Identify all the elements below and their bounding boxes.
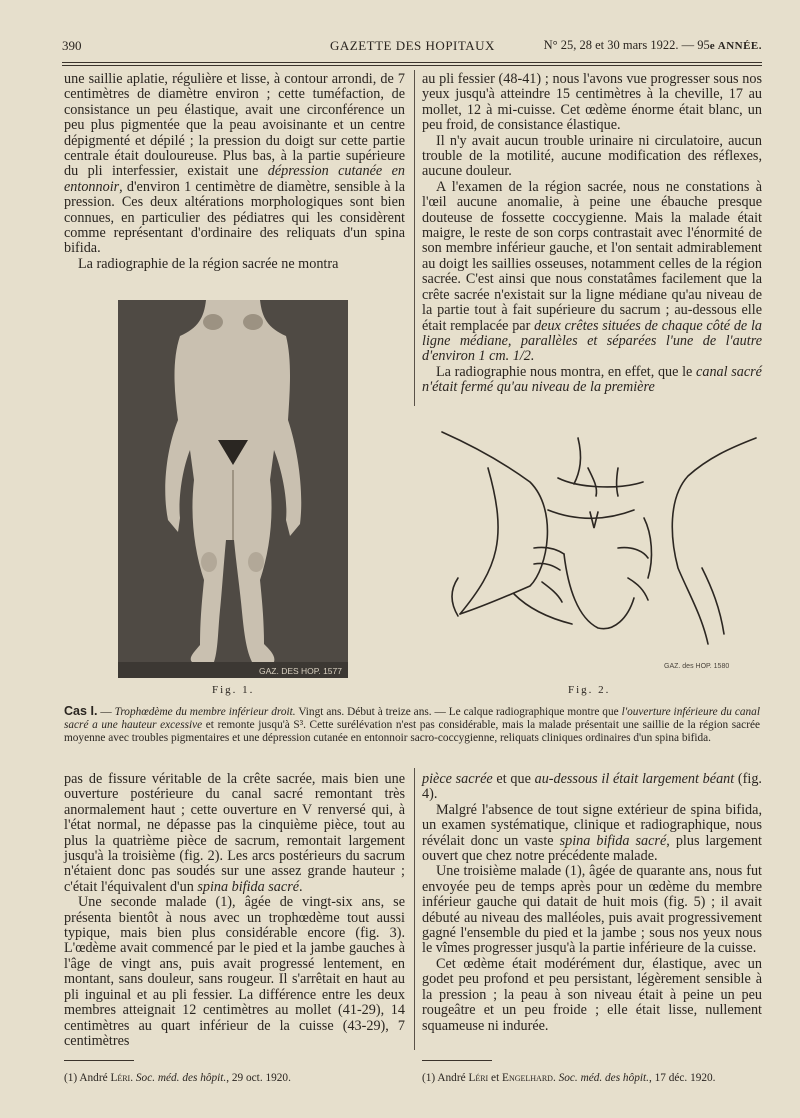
text-run: A l'examen de la région sacrée, nous ne constations à l'œil aucune anomalie, à peine une ébauche presque douteuse de fossette coccygienne. Mais la malade était maigre, le reste de son corps contrastait avec l'énormité de son membre inférieur gauche, et l'on sentait admirablement au doigt les saillies osseuses, notamment celles de la région sacrée. C'est ainsi que nous constatâmes facilement que la crête sacrée n'existait sur la ligne médiane qu'au niveau de la partie tout à fait supérieure du sacrum ; au-dessous elle était remplacée par — [422, 178, 762, 334]
right-column-bottom — [422, 772, 762, 1034]
paragraph — [64, 72, 405, 257]
text-run: pas de fissure véritable de la crête sacrée, mais bien une ouverture postérieure du canal sacré remontant très anormalement haut ; cette ouverture en V renversé qui, à l'état normal, ne dépasse pas la cinquième pièce, tout au plus la quatrième pièce de sacrum, remontait largement jusqu'à la troisième (fig. 2). Les arcs postérieurs du sacrum n'étaient donc pas soudés sur une assez grande hauteur ; c'était l'équivalent d'un — [64, 771, 405, 895]
italic-text-run: spina bifida sacré — [559, 832, 667, 849]
text-run: (fig. 4). — [422, 771, 762, 803]
footnote-left — [64, 1072, 291, 1084]
italic-text-run: deux crêtes situées de chaque côté de la ligne médiane, parallèles et séparées l'une de l'autre d'environ 1 cm. 1/2. — [422, 317, 762, 365]
sacrum-tracing-drawing — [438, 418, 764, 680]
page-number: 390 — [62, 38, 82, 53]
footnote-right — [422, 1072, 715, 1084]
text-run: , d'environ 1 centimètre de diamètre, sensible à la pression. Ces deux altérations morphologiques sont bien connues, en particulier des pédiatres qui les considèrent comme représentant d'ordinaire des reliquats d'un spina bifida. — [64, 178, 405, 257]
column-divider-bottom — [414, 768, 415, 1050]
italic-text-run: l'ouverture inférieure du canal sacré a une hauteur excessive — [64, 706, 760, 731]
text-run: . — [130, 1072, 136, 1084]
caption-text — [64, 705, 760, 744]
italic-text-run: Trophœdème du membre inférieur droit. — [114, 706, 296, 718]
text-run: Vingt ans. Début à treize ans. — Le calque radiographique montre que — [295, 706, 622, 718]
text-run: — — [97, 706, 115, 718]
paragraph — [422, 365, 762, 396]
paragraph — [64, 772, 405, 895]
header-rule-bottom — [62, 65, 762, 66]
italic-text-run: canal sacré n'était fermé qu'au niveau de la première — [422, 363, 762, 396]
text-run: , plus largement ouvert que chez notre précédente malade. — [422, 832, 762, 865]
text-run: , 17 déc. 1920. — [648, 1072, 716, 1084]
italic-text-run: pièce sacrée — [422, 771, 493, 787]
journal-name: Soc. méd. des hôpit. — [558, 1072, 649, 1084]
author-name: Léri — [110, 1072, 131, 1084]
paragraph: La radiographie de la région sacrée ne montra — [78, 255, 339, 272]
figure-2-label: Fig. 2. — [568, 684, 611, 696]
standing-figure-image — [118, 300, 348, 678]
header-rule-top — [62, 62, 762, 63]
text-run: . — [299, 878, 303, 895]
figure-2-stamp: GAZ. des HOP. 1580 — [664, 663, 730, 670]
text-run: une saillie aplatie, régulière et lisse, à contour arrondi, de 7 centimètres de diamètre environ ; cette tuméfaction, de consistance un peu élastique, avait une circonférence un peu plus pigmentée que la peau avoisinante et un centre dépigmenté et dépilé ; la pression du doigt sur cette partie centrale était douloureuse. Plus bas, à la partie supérieure du pli interfessier, existait une — [64, 71, 405, 180]
text-run: , 29 oct. 1920. — [226, 1072, 291, 1084]
paragraph: Une troisième malade (1), âgée de quarante ans, nous fut envoyée peu de temps après pour un œdème du membre inférieur gauche qui datait de huit mois (fig. 5) ; il avait débuté au niveau des malléoles, puis avait progressivement gagné l'ensemble du pied et la jambe ; sous nos yeux nous le vîmes progresser jusqu'à la partie inférieure de la cuisse. — [422, 863, 762, 957]
journal-name: Soc. méd. des hôpit. — [135, 1072, 227, 1084]
figure-1-stamp: GAZ. DES HOP. 1577 — [259, 666, 342, 676]
paragraph — [422, 772, 762, 803]
left-column-top — [64, 72, 405, 272]
paragraph: au pli fessier (48-41) ; nous l'avons vue progresser sous nos yeux jusqu'à atteindre 15 centimètres à la cheville, 17 au mollet, 12 à mi-cuisse. Cet œdème énorme était blanc, un peu froid, de consistance élastique. — [422, 71, 762, 134]
italic-text-run: spina bifida sacré — [197, 878, 300, 895]
figure-1-label: Fig. 1. — [212, 684, 255, 696]
running-header — [62, 38, 762, 58]
footnote-rule-left — [64, 1060, 134, 1061]
text-run: Malgré l'absence de tout signe extérieur de spina bifida, un examen systématique, clinique et radiographique, nous révélait donc un vaste — [422, 801, 762, 849]
text-run: et que — [492, 771, 535, 787]
figure-caption — [64, 705, 760, 744]
year-suffix: e ANNÉE. — [709, 40, 762, 52]
right-column-top — [422, 72, 762, 396]
paragraph — [422, 180, 762, 365]
paragraph — [422, 803, 762, 865]
text-run: La radiographie nous montra, en effet, que le — [436, 363, 697, 380]
italic-text-run: au-dessous il était largement béant — [534, 771, 735, 787]
issue-info — [544, 38, 762, 53]
case-label: Cas I. — [64, 704, 98, 718]
author-name: Léri — [468, 1072, 489, 1084]
footnote-rule-right — [422, 1060, 492, 1061]
author-name: Engelhard — [502, 1072, 553, 1084]
figure-2-radiograph-tracing — [438, 418, 764, 680]
text-run: et — [488, 1072, 503, 1084]
journal-title: GAZETTE DES HOPITAUX — [330, 38, 495, 53]
left-column-bottom — [64, 772, 405, 1049]
column-divider-top — [414, 70, 415, 406]
paragraph: Cet œdème était modérément dur, élastique, avec un godet peu profond et peu persistant, légèrement sensible à la pression ; la peau à son niveau était à peine un peu rougeâtre et un peu froide ; elle était lisse, nullement squameuse ni indurée. — [422, 955, 762, 1034]
text-run: et remonte jusqu'à S³. Cette surélévation n'est pas considérable, mais la malade présentait une saillie de la région sacrée moyenne avec troubles pigmentaires et une dépression cutanée en entonnoir sacro-coccygienne, reliquats cliniques ordinaires d'un spina bifida. — [64, 718, 760, 744]
paragraph: Une seconde malade (1), âgée de vingt-six ans, se présenta bientôt à nous avec un trophœdème tout aussi typique, mais bien plus considérable encore (fig. 3). L'œdème avait commencé par le pied et la jambe gauches à l'âge de vingt ans, puis avait progressé lentement, en montant, sans douleur, sans rougeur. Il s'arrêtait en haut au pli inguinal et au pli fessier. La différence entre les deux membres atteignait 12 centimètres au mollet (41-29), 14 centimètres au quart inférieur de la cuisse (43-29), 7 centimètres — [64, 894, 405, 1049]
issue-number-date: N° 25, 28 et 30 mars 1922. — 95 — [543, 38, 710, 52]
text-run: . — [552, 1072, 559, 1084]
figure-1-photograph — [118, 300, 348, 678]
text-run: (1) André — [422, 1072, 469, 1084]
italic-text-run: dépression cutanée en entonnoir — [64, 163, 406, 195]
text-run: (1) André — [64, 1072, 111, 1084]
paragraph: Il n'y avait aucun trouble urinaire ni circulatoire, aucun trouble de la motilité, aucune modification des réflexes, aucune douleur. — [422, 132, 762, 180]
